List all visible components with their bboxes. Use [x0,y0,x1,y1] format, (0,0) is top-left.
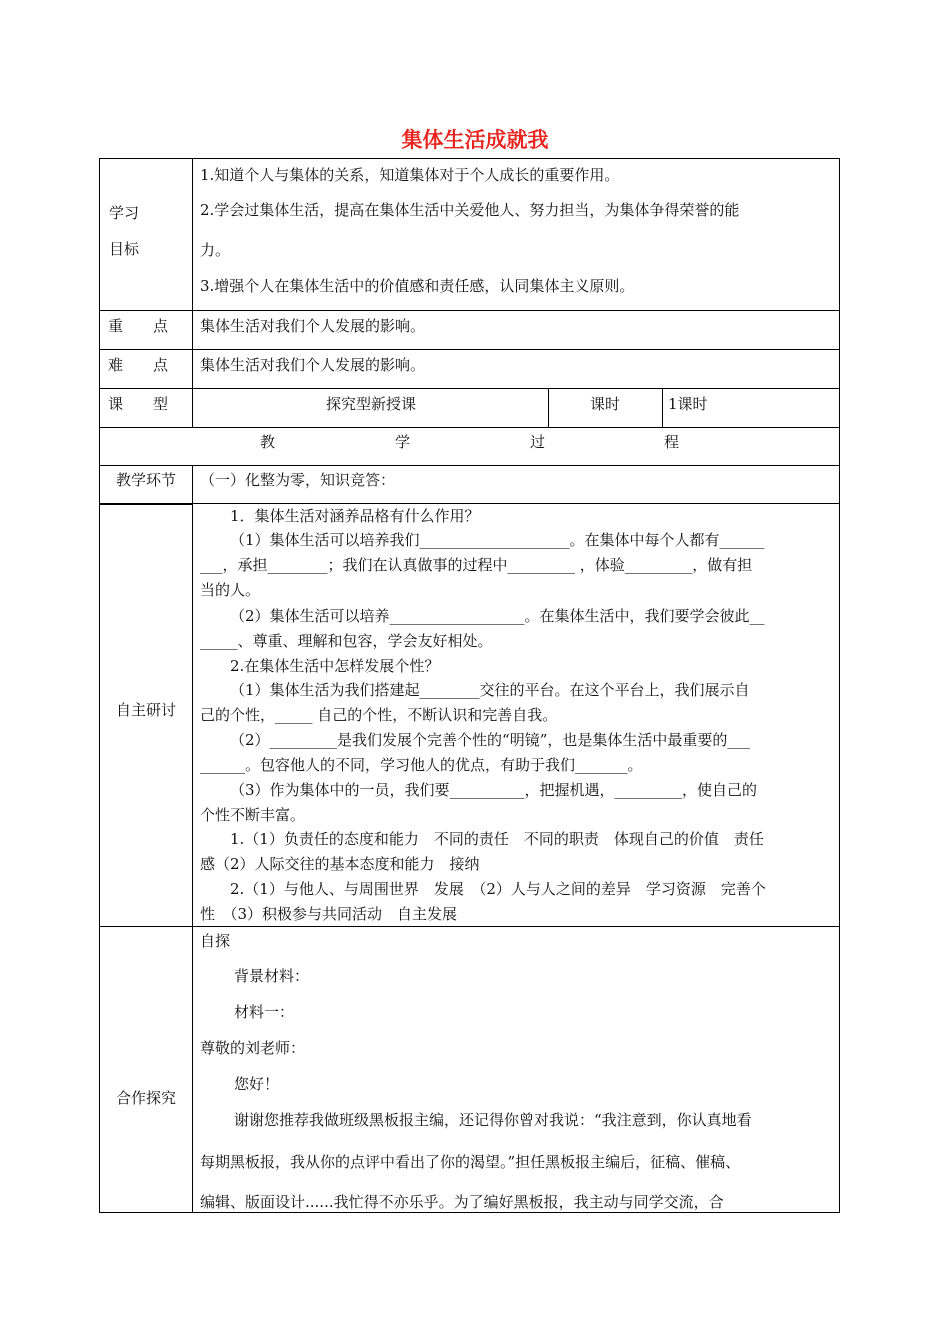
cooperative-line: 材料一： [234,1003,295,1021]
cooperative-line: 您好！ [234,1075,280,1093]
cooperative-line: 谢谢您推荐我做班级黑板报主编，还记得你曾对我说：“我注意到，你认真地看 [234,1111,752,1129]
key-point-text: 集体生活对我们个人发展的影响。 [200,317,426,335]
process-header-char: 教 [260,433,276,451]
difficulty-text: 集体生活对我们个人发展的影响。 [200,356,426,374]
key-point-label: 重 点 [108,317,169,335]
self-study-answer-line: 1.（1）负责任的态度和能力 不同的责任 不同的职责 体现自己的价值 责任 [230,830,764,848]
cooperative-line: 背景材料： [234,967,310,985]
self-study-line: （2）集体生活可以培养__________________。在集体生活中，我们要学会彼此__ [230,607,765,625]
lesson-hours-label: 课时 [589,395,620,413]
self-study-line: 己的个性，_____ 自己的个性，不断认识和完善自我。 [200,706,558,724]
self-study-line: （2）_________是我们发展个完善个性的“明镜”，也是集体生活中最重要的___ [230,731,750,749]
self-study-line: （1）集体生活为我们搭建起________交往的平台。在这个平台上，我们展示自 [230,681,750,699]
self-study-answer-line: 感（2）人际交往的基本态度和能力 接纳 [200,855,480,873]
process-header-char: 学 [395,433,411,451]
stage-text: （一）化整为零，知识竞答： [200,471,396,489]
lesson-hours-value: 1课时 [668,395,708,413]
objective-item: 2.学会过集体生活，提高在集体生活中关爱他人、努力担当，为集体争得荣誉的能 [200,201,740,219]
stage-label: 教学环节 [115,471,176,489]
lesson-type-label: 课 型 [108,395,169,413]
self-study-line: 1．集体生活对涵养品格有什么作用？ [230,507,480,525]
objective-item: 3.增强个人在集体生活中的价值感和责任感，认同集体主义原则。 [200,277,635,295]
self-study-answer-line: 2.（1）与他人、与周围世界 发展 （2）人与人之间的差异 学习资源 完善个 [230,880,766,898]
lesson-type-value: 探究型新授课 [325,395,416,413]
self-study-label: 自主研讨 [115,701,176,719]
cooperative-label: 合作探究 [115,1089,176,1107]
cooperative-line: 编辑、版面设计......我忙得不亦乐乎。为了编好黑板报，我主动与同学交流，合 [200,1193,724,1211]
self-study-line: 2.在集体生活中怎样发展个性？ [230,657,440,675]
cooperative-line: 每期黑板报，我从你的点评中看出了你的渴望。”担任黑板报主编后，征稿、催稿、 [200,1153,741,1171]
self-study-answer-line: 性 （3）积极参与共同活动 自主发展 [200,905,458,923]
objective-item: 力。 [200,241,231,259]
process-header-char: 程 [664,433,680,451]
self-study-line: （3）作为集体中的一员，我们要__________，把握机遇，_________，使自己的 [230,781,758,799]
self-study-line: 当的人。 [200,581,261,599]
difficulty-label: 难 点 [108,356,169,374]
self-study-line: ___，承担________；我们在认真做事的过程中_________ ，体验_________，做有担 [200,556,753,574]
self-study-line: _____、尊重、理解和包容，学会友好相处。 [200,632,493,650]
self-study-line: ______。包容他人的不同，学习他人的优点，有助于我们_______。 [200,756,643,774]
self-study-line: 个性不断丰富。 [200,806,306,824]
cooperative-line: 尊敬的刘老师： [200,1039,306,1057]
self-study-line: （1）集体生活可以培养我们____________________。在集体中每个人都有______ [230,531,765,549]
objectives-label-line2: 目标 [108,240,139,258]
page-title: 集体生活成就我 [401,128,549,152]
objective-item: 1.知道个人与集体的关系，知道集体对于个人成长的重要作用。 [200,166,620,184]
cooperative-line: 自探 [200,932,231,950]
objectives-label: 学习 [108,204,139,222]
process-header-char: 过 [530,433,546,451]
